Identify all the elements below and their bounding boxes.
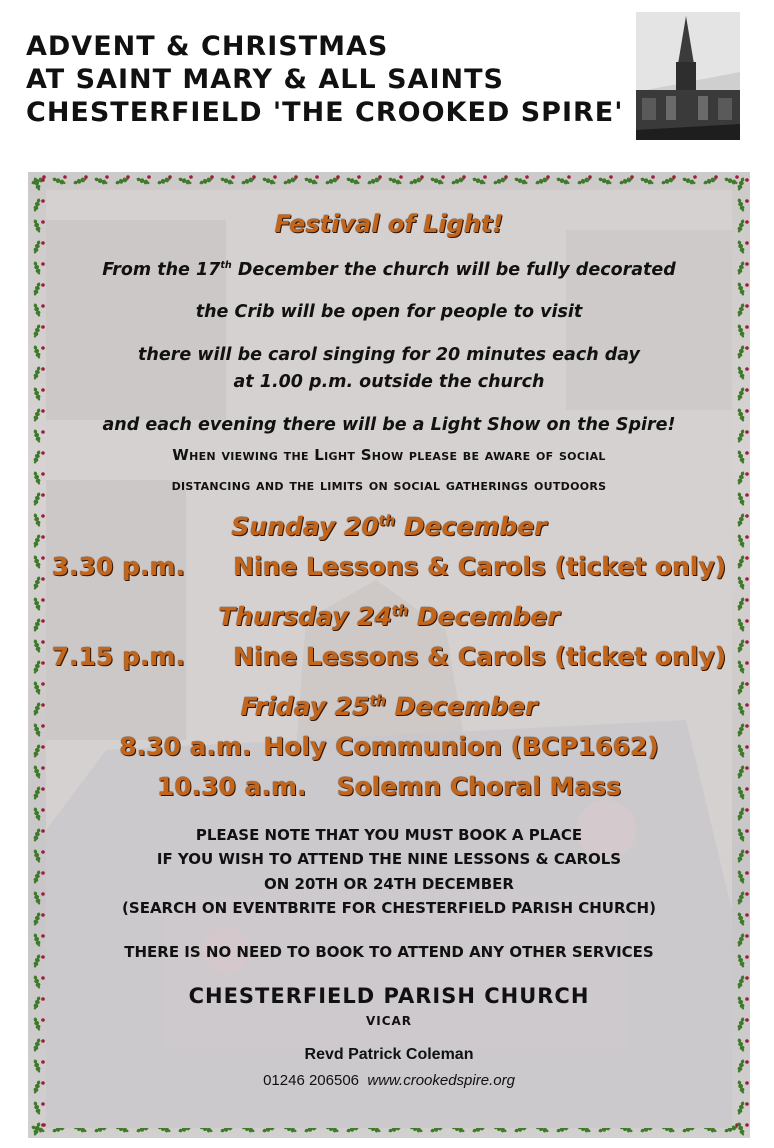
parish-name: CHESTERFIELD PARISH CHURCH (188, 984, 590, 1008)
holly-berry-icon (41, 682, 45, 686)
booking-notice-line-2: IF YOU WISH TO ATTEND THE NINE LESSONS & CAROLS (156, 850, 622, 868)
service-thursday-carols: 7.15 p.m. Nine Lessons & Carols (ticket only) (51, 642, 727, 671)
holly-berry-icon (41, 262, 45, 266)
holly-berry-icon (745, 409, 749, 413)
vicar-label: VICAR (365, 1014, 413, 1028)
holly-berry-icon (745, 178, 749, 182)
holly-berry-icon (41, 556, 45, 560)
holly-berry-icon (441, 175, 445, 179)
holly-berry-icon (745, 682, 749, 686)
holly-berry-icon (41, 1060, 45, 1064)
holly-berry-icon (745, 388, 749, 392)
holly-berry-icon (41, 1081, 45, 1085)
holly-leaf-icon (736, 912, 745, 927)
holly-berry-icon (525, 175, 529, 179)
phone-number: 01246 206506 (263, 1072, 360, 1089)
holly-berry-icon (41, 703, 45, 707)
holly-leaf-icon (32, 765, 41, 780)
holly-berry-icon (231, 175, 235, 179)
holly-leaf-icon (736, 534, 745, 549)
holly-leaf-icon (32, 324, 41, 339)
festival-title: Festival of Light! (274, 210, 504, 238)
holly-berry-icon (41, 598, 45, 602)
holly-leaf-icon (32, 639, 41, 654)
holly-berry-icon (745, 934, 749, 938)
holly-berry-icon (745, 220, 749, 224)
holly-berry-icon (745, 283, 749, 287)
holly-berry-icon (357, 175, 361, 179)
holly-leaf-icon (32, 177, 41, 192)
holly-berry-icon (745, 304, 749, 308)
holly-berry-icon (41, 850, 45, 854)
holly-leaf-icon (32, 492, 41, 507)
holly-berry-icon (745, 1060, 749, 1064)
holly-leaf-icon (32, 555, 41, 570)
holly-berry-icon (745, 850, 749, 854)
holly-berry-icon (41, 724, 45, 728)
holly-leaf-icon (32, 1080, 41, 1095)
holly-leaf-icon (32, 408, 41, 423)
holly-leaf-icon (32, 1038, 41, 1053)
holly-leaf-icon (32, 786, 41, 801)
festival-line-lightshow: and each evening there will be a Light Show on the Spire! (102, 415, 676, 435)
holly-leaf-icon (32, 618, 41, 633)
caution-line-2: distancing and the limits on social gatherings outdoors (171, 476, 607, 494)
holly-berry-icon (745, 598, 749, 602)
holly-leaf-icon (32, 975, 41, 990)
holly-berry-icon (745, 367, 749, 371)
holly-berry-icon (41, 220, 45, 224)
website-link[interactable]: www.crookedspire.org (367, 1072, 515, 1089)
holly-berry-icon (41, 325, 45, 329)
holly-berry-icon (84, 175, 88, 179)
holly-berry-icon (189, 175, 193, 179)
holly-leaf-icon (32, 660, 41, 675)
holly-berry-icon (630, 175, 634, 179)
title-line-3: CHESTERFIELD 'THE CROOKED SPIRE' (26, 97, 624, 128)
holly-leaf-icon (736, 597, 745, 612)
holly-leaf-icon (736, 870, 745, 885)
holly-berry-icon (745, 787, 749, 791)
holly-leaf-icon (736, 303, 745, 318)
holly-berry-icon (41, 934, 45, 938)
holly-leaf-icon (736, 513, 745, 528)
holly-leaf-icon (736, 219, 745, 234)
holly-berry-icon (745, 661, 749, 665)
holly-leaf-icon (736, 639, 745, 654)
holly-leaf-icon (736, 408, 745, 423)
holly-berry-icon (745, 808, 749, 812)
holly-leaf-icon (32, 198, 41, 213)
holly-berry-icon (41, 241, 45, 245)
holly-leaf-icon (736, 681, 745, 696)
holly-leaf-icon (736, 723, 745, 738)
holly-berry-icon (41, 766, 45, 770)
holly-leaf-icon (32, 849, 41, 864)
holly-leaf-icon (32, 744, 41, 759)
holly-berry-icon (420, 175, 424, 179)
holly-leaf-icon (32, 912, 41, 927)
holly-leaf-icon (32, 1101, 41, 1116)
holly-leaf-icon (736, 1101, 745, 1116)
holly-berry-icon (273, 175, 277, 179)
holly-berry-icon (105, 175, 109, 179)
holly-berry-icon (126, 175, 130, 179)
holly-berry-icon (41, 367, 45, 371)
holly-berry-icon (745, 955, 749, 959)
holly-berry-icon (745, 1081, 749, 1085)
holly-leaf-icon (32, 807, 41, 822)
poster-content (46, 190, 732, 1128)
holly-berry-icon (41, 871, 45, 875)
holly-leaf-icon (736, 198, 745, 213)
holly-berry-icon (745, 493, 749, 497)
day-heading-thursday: Thursday 24th December (218, 602, 560, 631)
holly-leaf-icon (736, 324, 745, 339)
service-friday-mass: 10.30 a.m. Solemn Choral Mass (156, 772, 622, 801)
holly-leaf-icon (736, 240, 745, 255)
festival-line-decorated: From the 17th December the church will be fully decorated (102, 260, 676, 280)
holly-berry-icon (41, 787, 45, 791)
holly-leaf-icon (32, 303, 41, 318)
holly-leaf-icon (736, 765, 745, 780)
holly-berry-icon (745, 913, 749, 917)
contact-line (46, 1072, 732, 1089)
booking-notice-line-1: PLEASE NOTE THAT YOU MUST BOOK A PLACE (195, 826, 583, 844)
holly-leaf-icon (736, 366, 745, 381)
holly-berry-icon (41, 472, 45, 476)
holly-leaf-icon (32, 513, 41, 528)
service-friday-communion: 8.30 a.m. Holy Communion (BCP1662) (119, 732, 659, 761)
holly-berry-icon (745, 640, 749, 644)
holly-berry-icon (41, 514, 45, 518)
holly-berry-icon (252, 175, 256, 179)
holly-berry-icon (41, 1039, 45, 1043)
holly-berry-icon (567, 175, 571, 179)
holly-berry-icon (41, 388, 45, 392)
holly-leaf-icon (736, 975, 745, 990)
festival-line-time: at 1.00 p.m. outside the church (233, 372, 545, 392)
holly-berry-icon (745, 703, 749, 707)
holly-berry-icon (672, 175, 676, 179)
holly-berry-icon (745, 1102, 749, 1106)
holly-berry-icon (41, 493, 45, 497)
holly-berry-icon (41, 892, 45, 896)
holly-berry-icon (41, 640, 45, 644)
holly-leaf-icon (32, 366, 41, 381)
holly-leaf-icon (32, 471, 41, 486)
holly-berry-icon (745, 997, 749, 1001)
holly-leaf-icon (736, 261, 745, 276)
holly-berry-icon (651, 175, 655, 179)
day-heading-sunday: Sunday 20th December (231, 512, 547, 541)
holly-berry-icon (745, 514, 749, 518)
holly-berry-icon (745, 724, 749, 728)
holly-leaf-icon (32, 870, 41, 885)
holly-berry-icon (41, 661, 45, 665)
holly-berry-icon (745, 1039, 749, 1043)
holly-berry-icon (745, 472, 749, 476)
holly-berry-icon (41, 283, 45, 287)
holly-leaf-icon (736, 702, 745, 717)
holly-berry-icon (745, 1123, 749, 1127)
holly-berry-icon (41, 199, 45, 203)
no-booking-notice: THERE IS NO NEED TO BOOK TO ATTEND ANY OTHER SERVICES (124, 943, 654, 961)
holly-leaf-icon (736, 555, 745, 570)
holly-berry-icon (462, 175, 466, 179)
holly-berry-icon (745, 451, 749, 455)
holly-berry-icon (41, 976, 45, 980)
crooked-spire-photo (636, 12, 740, 140)
holly-berry-icon (745, 766, 749, 770)
holly-leaf-icon (32, 933, 41, 948)
holly-berry-icon (609, 175, 613, 179)
holly-berry-icon (41, 997, 45, 1001)
holly-berry-icon (294, 175, 298, 179)
holly-leaf-icon (736, 492, 745, 507)
holly-berry-icon (588, 175, 592, 179)
holly-leaf-icon (32, 450, 41, 465)
holly-leaf-icon (736, 177, 745, 192)
holly-leaf-icon (32, 681, 41, 696)
holly-berry-icon (41, 1102, 45, 1106)
holly-berry-icon (745, 556, 749, 560)
holly-strip-top (28, 172, 750, 190)
holly-leaf-icon (736, 828, 745, 843)
holly-berry-icon (693, 175, 697, 179)
holly-leaf-icon (736, 954, 745, 969)
holly-leaf-icon (736, 387, 745, 402)
holly-berry-icon (714, 175, 718, 179)
holly-berry-icon (41, 178, 45, 182)
holly-leaf-icon (32, 597, 41, 612)
title-line-2: AT SAINT MARY & ALL SAINTS (26, 64, 504, 95)
holly-leaf-icon (736, 471, 745, 486)
holly-leaf-icon (736, 933, 745, 948)
holly-berry-icon (745, 325, 749, 329)
holly-berry-icon (745, 346, 749, 350)
holly-berry-icon (546, 175, 550, 179)
holly-leaf-icon (736, 1059, 745, 1074)
holly-leaf-icon (32, 891, 41, 906)
holly-leaf-icon (736, 1122, 745, 1137)
holly-berry-icon (315, 175, 319, 179)
holly-leaf-icon (32, 1017, 41, 1032)
holly-leaf-icon (736, 450, 745, 465)
holly-leaf-icon (32, 954, 41, 969)
holly-berry-icon (745, 535, 749, 539)
holly-berry-icon (336, 175, 340, 179)
holly-leaf-icon (736, 576, 745, 591)
holly-leaf-icon (32, 387, 41, 402)
holly-leaf-icon (736, 345, 745, 360)
holly-berry-icon (168, 175, 172, 179)
holly-berry-icon (41, 955, 45, 959)
holly-berry-icon (41, 1018, 45, 1022)
holly-berry-icon (504, 175, 508, 179)
holly-berry-icon (41, 829, 45, 833)
holly-berry-icon (41, 745, 45, 749)
caution-line-1: When viewing the Light Show please be aware of social (172, 446, 606, 464)
holly-leaf-icon (736, 807, 745, 822)
holly-leaf-icon (32, 219, 41, 234)
holly-berry-icon (41, 409, 45, 413)
holly-leaf-icon (736, 744, 745, 759)
holly-leaf-icon (736, 786, 745, 801)
holly-berry-icon (378, 175, 382, 179)
holly-berry-icon (41, 1123, 45, 1127)
holly-berry-icon (399, 175, 403, 179)
holly-berry-icon (41, 346, 45, 350)
holly-berry-icon (745, 430, 749, 434)
holly-leaf-icon (736, 891, 745, 906)
holly-berry-icon (745, 577, 749, 581)
holly-berry-icon (483, 175, 487, 179)
holly-leaf-icon (32, 345, 41, 360)
day-heading-friday: Friday 25th December (240, 692, 538, 721)
holly-leaf-icon (736, 660, 745, 675)
holly-berry-icon (41, 913, 45, 917)
holly-leaf-icon (736, 618, 745, 633)
holly-berry-icon (41, 430, 45, 434)
holly-leaf-icon (736, 282, 745, 297)
service-sunday-carols: 3.30 p.m. Nine Lessons & Carols (ticket only) (51, 552, 727, 581)
holly-leaf-icon (736, 849, 745, 864)
holly-leaf-icon (32, 429, 41, 444)
holly-leaf-icon (32, 828, 41, 843)
holly-leaf-icon (736, 1038, 745, 1053)
holly-leaf-icon (32, 240, 41, 255)
holly-berry-icon (41, 451, 45, 455)
holly-leaf-icon (32, 996, 41, 1011)
holly-berry-icon (210, 175, 214, 179)
holly-berry-icon (41, 619, 45, 623)
holly-berry-icon (745, 241, 749, 245)
holly-leaf-icon (32, 723, 41, 738)
holly-berry-icon (63, 175, 67, 179)
holly-leaf-icon (736, 429, 745, 444)
holly-berry-icon (745, 871, 749, 875)
poster-title (26, 30, 624, 129)
holly-strip-left (28, 172, 46, 1138)
holly-berry-icon (745, 976, 749, 980)
holly-leaf-icon (32, 1059, 41, 1074)
holly-leaf-icon (32, 282, 41, 297)
vicar-name: Revd Patrick Coleman (304, 1046, 474, 1063)
holly-leaf-icon (32, 261, 41, 276)
title-line-1: ADVENT & CHRISTMAS (26, 31, 389, 62)
holly-leaf-icon (736, 1080, 745, 1095)
holly-leaf-icon (32, 702, 41, 717)
festival-line-carols: there will be carol singing for 20 minutes each day (138, 345, 640, 365)
holly-berry-icon (745, 892, 749, 896)
holly-berry-icon (41, 304, 45, 308)
holly-leaf-icon (32, 1122, 41, 1137)
holly-berry-icon (41, 808, 45, 812)
holly-leaf-icon (32, 534, 41, 549)
holly-berry-icon (745, 1018, 749, 1022)
holly-berry-icon (147, 175, 151, 179)
booking-notice-line-3: ON 20TH OR 24TH DECEMBER (264, 875, 514, 893)
holly-leaf-icon (736, 1017, 745, 1032)
holly-berry-icon (745, 199, 749, 203)
holly-berry-icon (745, 829, 749, 833)
holly-berry-icon (745, 262, 749, 266)
booking-notice-line-4: (SEARCH ON EVENTBRITE FOR CHESTERFIELD PARISH CHURCH) (122, 899, 656, 917)
holly-berry-icon (41, 535, 45, 539)
holly-berry-icon (745, 619, 749, 623)
holly-leaf-icon (32, 576, 41, 591)
holly-leaf-icon (736, 996, 745, 1011)
holly-strip-right (732, 172, 750, 1138)
holly-berry-icon (745, 745, 749, 749)
festival-line-crib: the Crib will be open for people to visit (195, 302, 583, 322)
holly-berry-icon (41, 577, 45, 581)
